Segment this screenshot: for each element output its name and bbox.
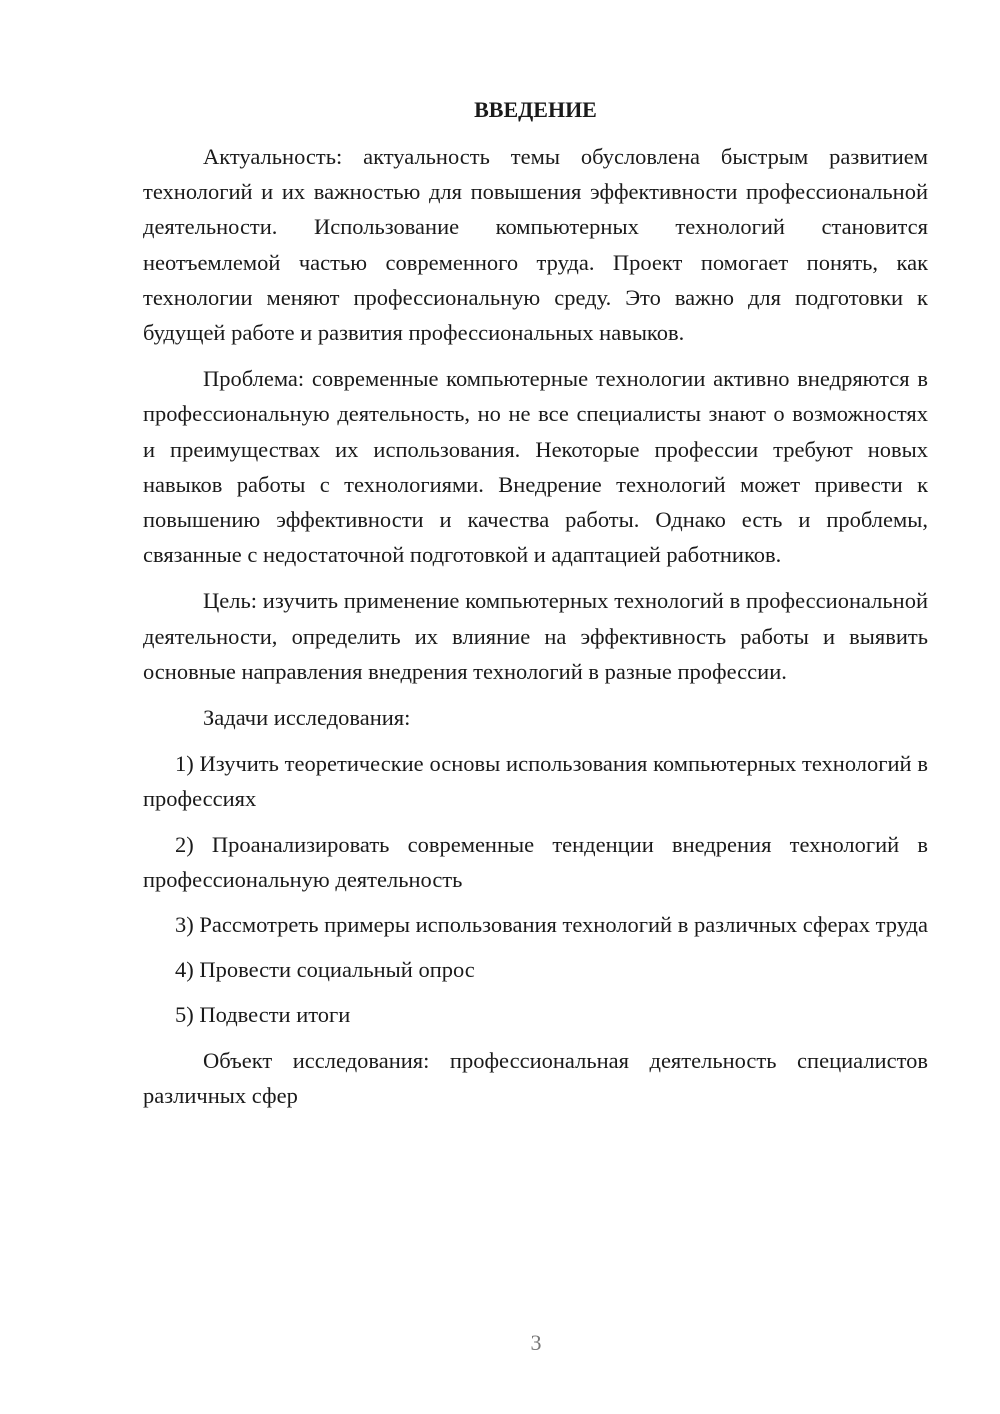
- problem-paragraph: Проблема: современные компьютерные технологии активно внедряются в профессиональную деятельность, но не все специалисты знают о возможностях и преимуществах их использования. Некоторые профессии требуют новых навыков работы с технологиями. Внедрение технологий может привести к повышению эффективности и качества работы. Однако есть и проблемы, связанные с недостаточной подготовкой и адаптацией работников.: [143, 366, 928, 568]
- list-item: 4) Провести социальный опрос: [175, 957, 475, 983]
- list-item: 1) Изучить теоретические основы использования компьютерных технологий в профессиях: [143, 751, 928, 812]
- list-item: 3) Рассмотреть примеры использования технологий в различных сферах труда: [175, 912, 928, 938]
- goal-paragraph: Цель: изучить применение компьютерных технологий в профессиональной деятельности, определить их влияние на эффективность работы и выявить основные направления внедрения технологий в разные профессии.: [143, 588, 928, 684]
- tasks-heading: Задачи исследования:: [203, 705, 411, 731]
- list-item: 5) Подвести итоги: [175, 1002, 351, 1028]
- page-title: ВВЕДЕНИЕ: [474, 97, 597, 122]
- document-page: [143, 92, 928, 1124]
- page-number: 3: [530, 1330, 542, 1355]
- relevance-paragraph: Актуальность: актуальность темы обусловлена быстрым развитием технологий и их важностью для повышения эффективности профессиональной деятельности. Использование компьютерных технологий становится неотъемлемой частью современного труда. Проект помогает понять, как технологии меняют профессиональную среду. Это важно для подготовки к будущей работе и развития профессиональных навыков.: [143, 144, 928, 346]
- object-paragraph: Объект исследования: профессиональная деятельность специалистов различных сфер: [143, 1047, 928, 1108]
- list-item: 2) Проанализировать современные тенденции внедрения технологий в профессиональную деятельность: [143, 831, 928, 892]
- tasks-list: [143, 746, 928, 1032]
